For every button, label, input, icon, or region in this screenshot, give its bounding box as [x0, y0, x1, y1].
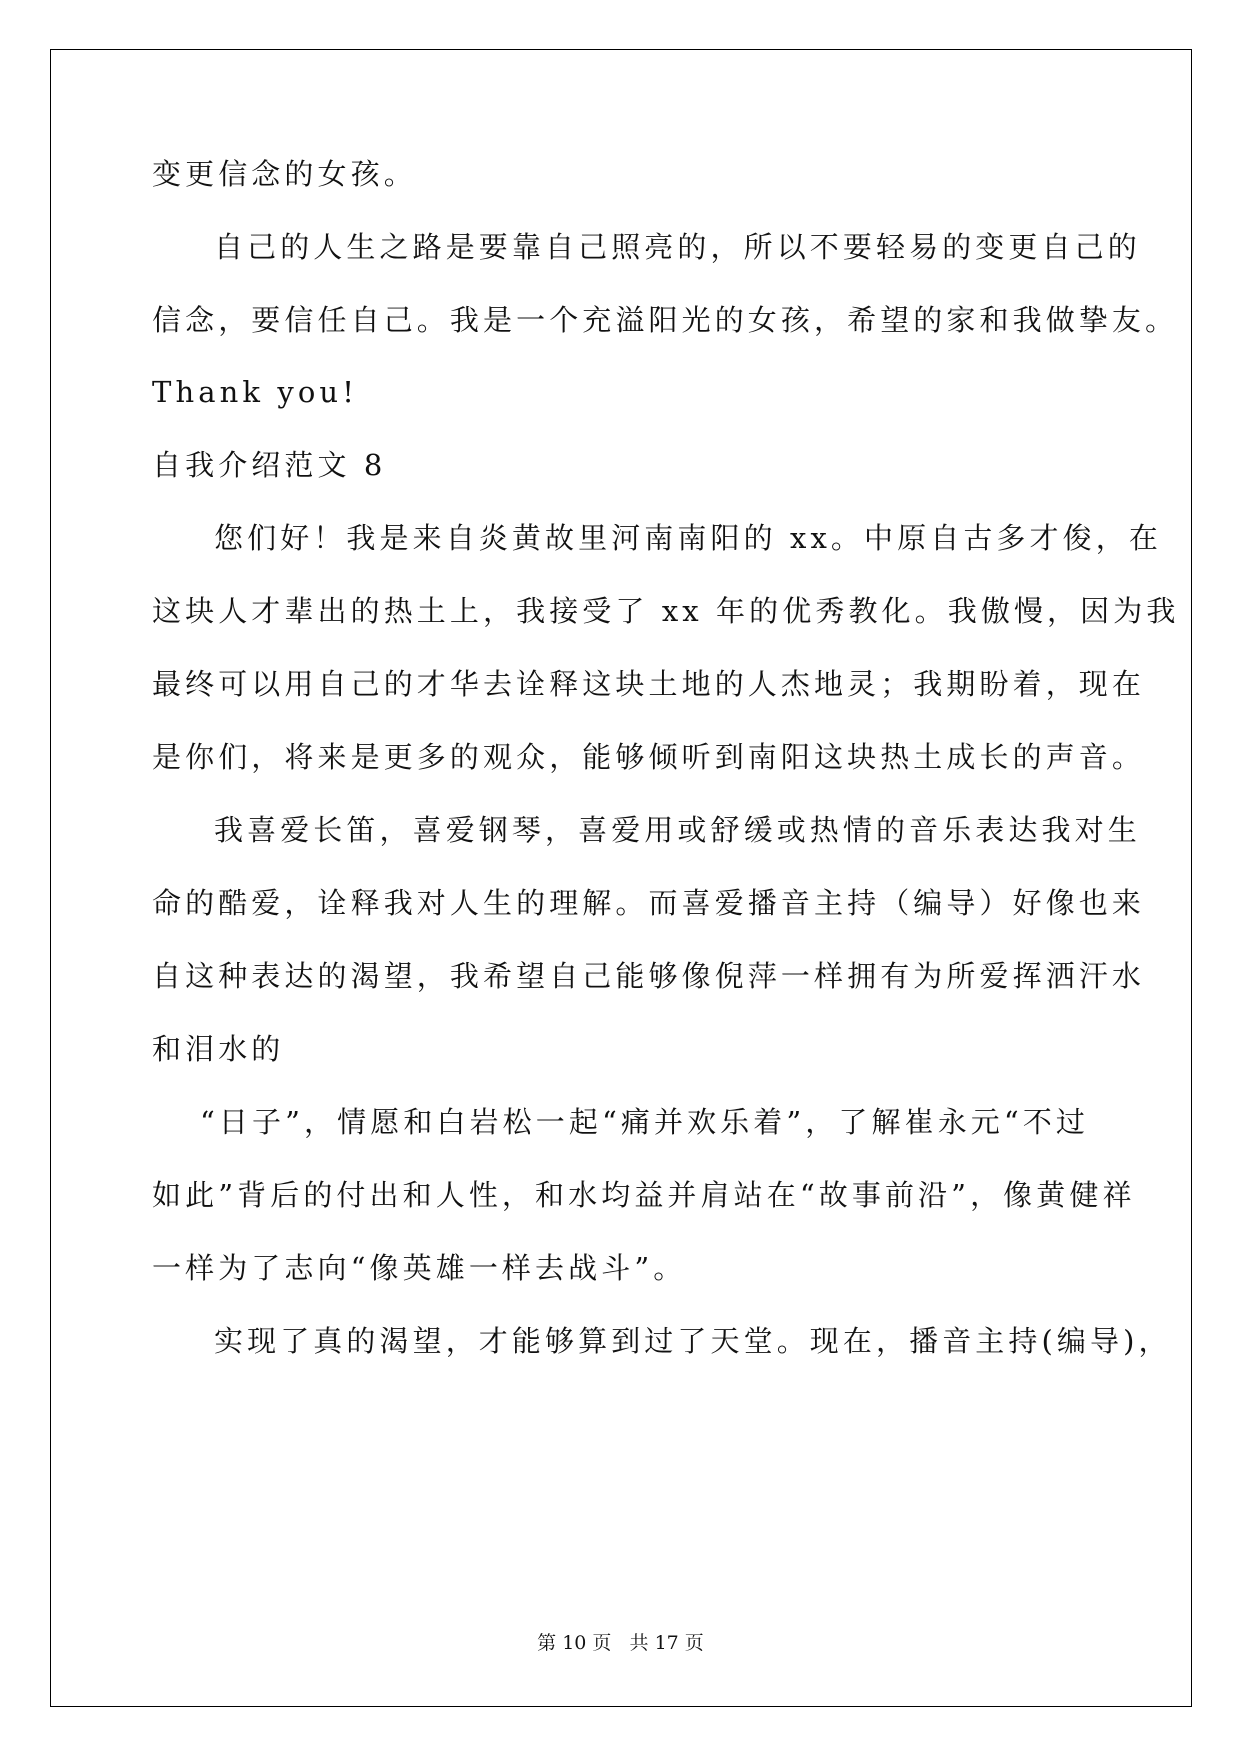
page-footer: 第 10 页 共 17 页	[537, 1632, 704, 1654]
body-line: 一样为了志向“像英雄一样去战斗”。	[152, 1251, 687, 1285]
paragraph-line: 您们好！我是来自炎黄故里河南南阳的 xx。中原自古多才俊，在	[214, 521, 1162, 555]
paragraph-line: 自己的人生之路是要靠自己照亮的，所以不要轻易的变更自己的	[214, 230, 1141, 264]
paragraph-line: 实现了真的渴望，才能够算到过了天堂。现在，播音主持(编导)，	[214, 1324, 1172, 1358]
body-line: 最终可以用自己的才华去诠释这块土地的人杰地灵；我期盼着，现在	[152, 667, 1146, 701]
body-line: 自这种表达的渴望，我希望自己能够像倪萍一样拥有为所爱挥洒汗水	[152, 959, 1146, 993]
body-line: 这块人才辈出的热土上，我接受了 xx 年的优秀教化。我傲慢，因为我	[152, 594, 1180, 628]
section-heading: 自我介绍范文 8	[152, 448, 387, 482]
body-line: 信念，要信任自己。我是一个充溢阳光的女孩，希望的家和我做挚友。	[152, 303, 1179, 337]
body-line: 命的酷爱，诠释我对人生的理解。而喜爱播音主持（编导）好像也来	[152, 886, 1146, 920]
body-line: 是你们，将来是更多的观众，能够倾听到南阳这块热土成长的声音。	[152, 740, 1146, 774]
body-line: 如此”背后的付出和人性，和水均益并肩站在“故事前沿”，像黄健祥	[152, 1178, 1136, 1212]
body-line: Thank you!	[152, 375, 358, 409]
paragraph-line: “日子”，情愿和白岩松一起“痛并欢乐着”，了解崔永元“不过	[200, 1105, 1090, 1139]
page-border	[50, 49, 1192, 1707]
body-line: 变更信念的女孩。	[152, 157, 417, 191]
body-line: 和泪水的	[152, 1032, 285, 1066]
paragraph-line: 我喜爱长笛，喜爱钢琴，喜爱用或舒缓或热情的音乐表达我对生	[214, 813, 1141, 847]
